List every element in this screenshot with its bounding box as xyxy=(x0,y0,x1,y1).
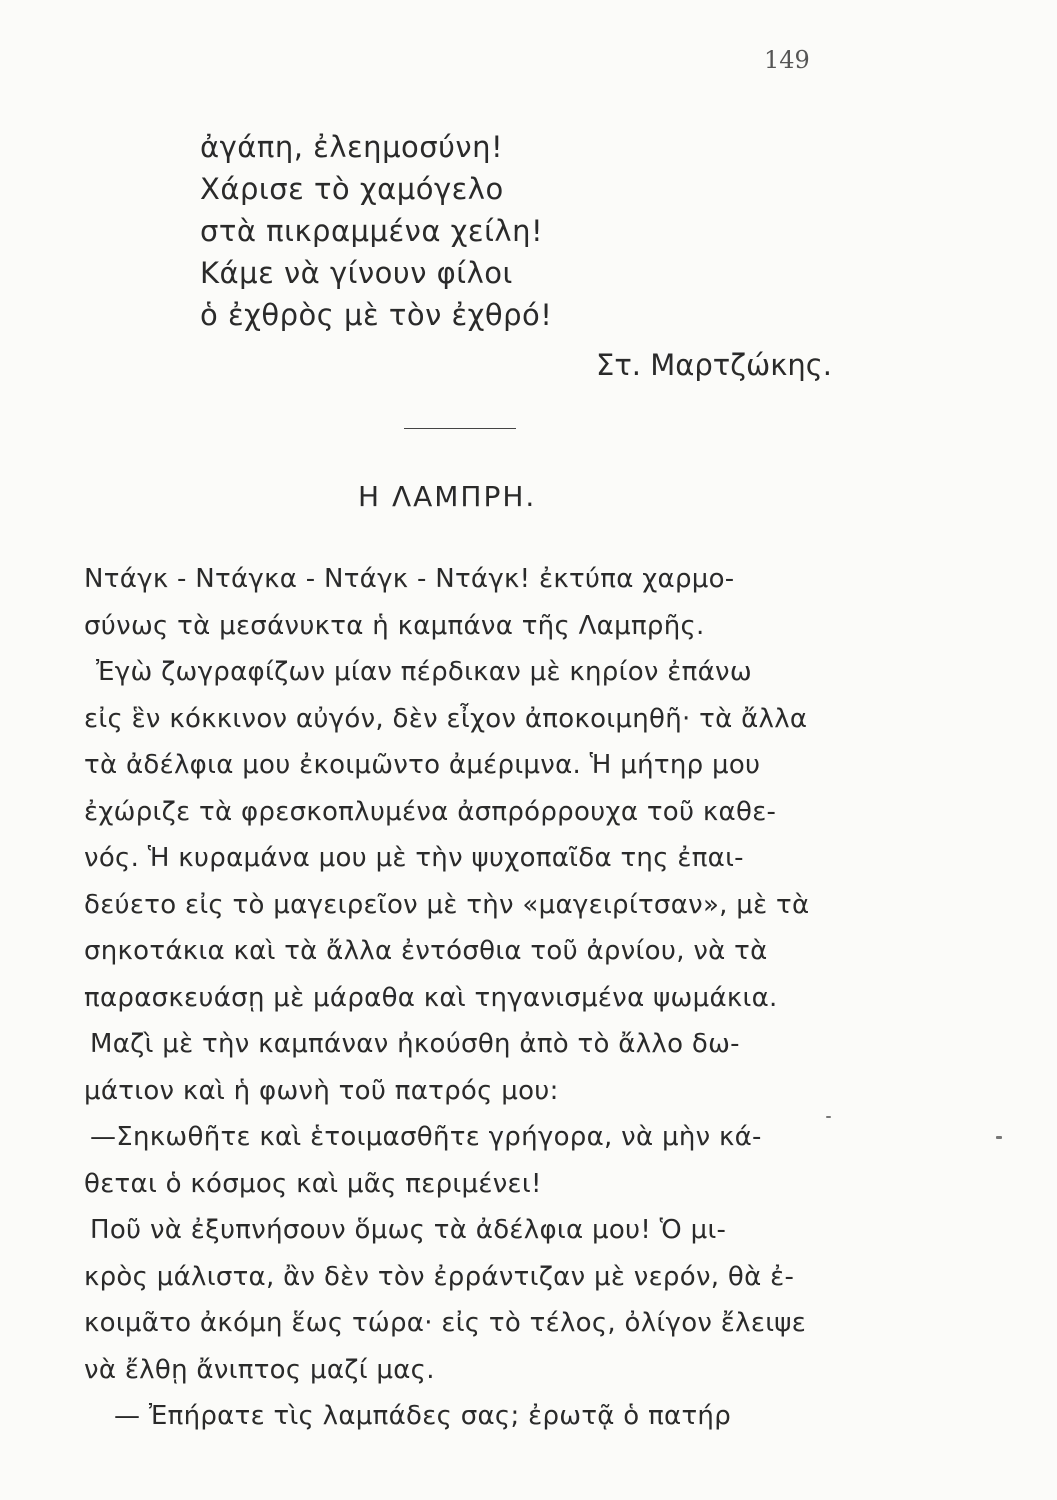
poem-line: στὰ πικραμμένα χείλη! xyxy=(200,214,544,248)
prose-line: Ντάγκ - Ντάγκα - Ντάγκ - Ντάγκ! ἐκτύπα χαρμο- xyxy=(84,564,735,594)
prose-line: νὰ ἔλθῃ ἄνιπτος μαζί μας. xyxy=(84,1354,435,1385)
prose-line: ἐχώριζε τὰ φρεσκοπλυμένα ἀσπρόρρουχα τοῦ καθε- xyxy=(84,796,777,827)
poem-line: ὁ ἐχθρὸς μὲ τὸν ἐχθρό! xyxy=(200,298,553,332)
section-title: Η ΛΑΜΠΡΗ. xyxy=(358,480,537,513)
poem-line: Κάμε νὰ γίνουν φίλοι xyxy=(200,256,513,290)
prose-line: παρασκευάσῃ μὲ μάραθα καὶ τηγανισμένα ψωμάκια. xyxy=(84,982,778,1013)
prose-line: κοιμᾶτο ἀκόμη ἕως τώρα· εἰς τὸ τέλος, ὀλίγον ἔλειψε xyxy=(84,1308,807,1338)
prose-line: νός. Ἡ κυραμάνα μου μὲ τὴν ψυχοπαῖδα της ἐπαι- xyxy=(84,843,744,873)
prose-line: τὰ ἀδέλφια μου ἐκοιμῶντο ἀμέριμνα. Ἡ μήτηρ μου xyxy=(84,750,761,780)
prose-line: κρὸς μάλιστα, ἂν δὲν τὸν ἐρράντιζαν μὲ νερόν, θὰ ἐ- xyxy=(84,1261,795,1292)
prose-line: μάτιον καὶ ἡ φωνὴ τοῦ πατρός μου: xyxy=(84,1075,559,1106)
prose-line: δεύετο εἰς τὸ μαγειρεῖον μὲ τὴν «μαγειρίτσαν», μὲ τὰ xyxy=(84,889,810,920)
prose-line: Ἐγὼ ζωγραφίζων μίαν πέρδικαν μὲ κηρίον ἐπάνω xyxy=(96,657,752,687)
poem-author: Στ. Μαρτζώκης. xyxy=(596,348,832,382)
prose-line: εἰς ἓν κόκκινον αὐγόν, δὲν εἶχον ἀποκοιμηθῆ· τὰ ἄλλα xyxy=(84,703,808,734)
poem-line: ἀγάπη, ἐλεημοσύνη! xyxy=(200,130,504,164)
prose-line: σηκοτάκια καὶ τὰ ἄλλα ἐντόσθια τοῦ ἀρνίου, νὰ τὰ xyxy=(84,936,768,966)
prose-line: θεται ὁ κόσμος καὶ μᾶς περιμένει! xyxy=(84,1168,542,1199)
prose-line: —Σηκωθῆτε καὶ ἑτοιμασθῆτε γρήγορα, νὰ μὴν κά- xyxy=(90,1122,762,1152)
prose-line: σύνως τὰ μεσάνυκτα ἡ καμπάνα τῆς Λαμπρῆς. xyxy=(84,610,705,641)
page-number: 149 xyxy=(764,46,810,74)
poem-line: Χάρισε τὸ χαμόγελο xyxy=(200,172,504,206)
prose-body xyxy=(84,556,894,1440)
scan-speck xyxy=(996,1136,1002,1139)
prose-line: Μαζὶ μὲ τὴν καμπάναν ἠκούσθη ἀπὸ τὸ ἄλλο δω- xyxy=(90,1029,740,1059)
scan-speck xyxy=(826,1116,831,1118)
poem-block xyxy=(200,126,760,336)
prose-line: — Ἐπήρατε τὶς λαμπάδες σας; ἐρωτᾷ ὁ πατήρ xyxy=(114,1401,732,1431)
section-divider xyxy=(404,428,516,429)
prose-line: Ποῦ νὰ ἐξυπνήσουν ὅμως τὰ ἀδέλφια μου! Ὁ μι- xyxy=(90,1215,727,1245)
